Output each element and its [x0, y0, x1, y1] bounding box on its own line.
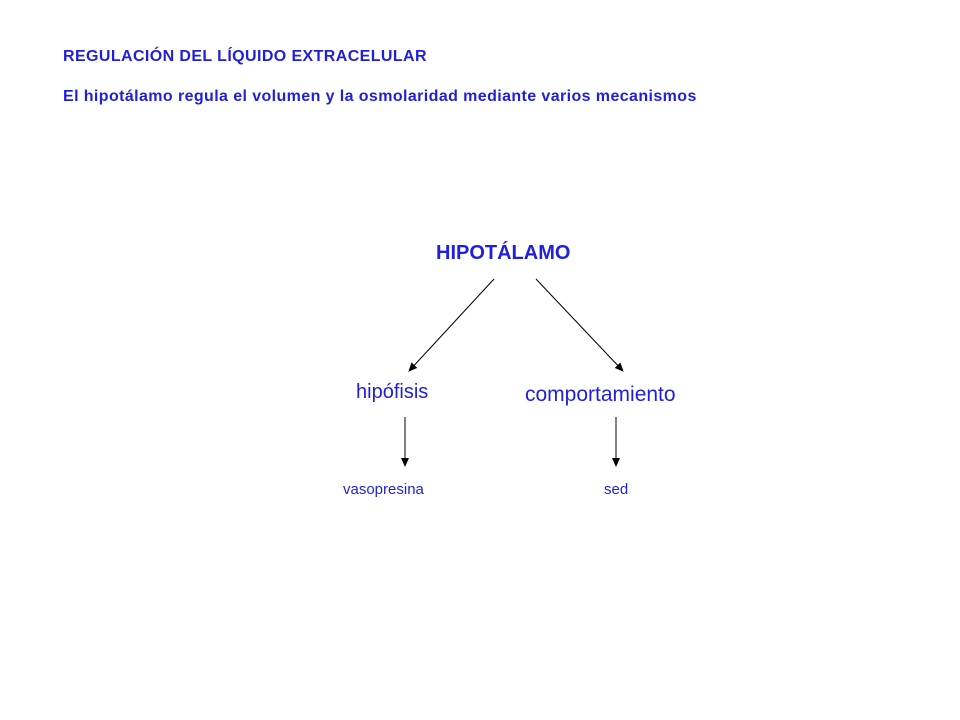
node-sed: sed	[604, 481, 629, 498]
node-hipofisis: hipófisis	[356, 381, 429, 403]
slide-title: REGULACIÓN DEL LÍQUIDO EXTRACELULAR	[63, 48, 427, 65]
slide-subtitle: El hipotálamo regula el volumen y la osmolaridad mediante varios mecanismos	[63, 88, 697, 105]
node-comportamiento: comportamiento	[525, 383, 676, 406]
arrow-root-to-hipofisis	[409, 279, 494, 371]
node-vasopresina: vasopresina	[343, 481, 424, 498]
node-hipotalamo: HIPOTÁLAMO	[436, 242, 571, 264]
arrow-root-to-comportamiento	[536, 279, 623, 371]
